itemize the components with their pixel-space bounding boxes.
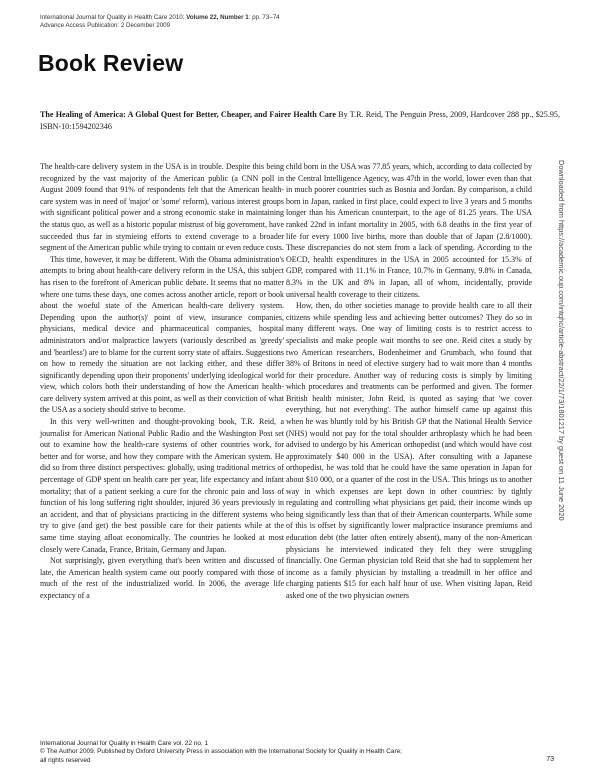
section-title: Book Review <box>38 50 184 76</box>
advance-access-line: Advance Access Publication: 2 December 2009 <box>40 22 171 29</box>
book-citation <box>40 109 560 133</box>
footer-journal: International Journal for Quality in Health Care vol. 22 no. 1 <box>40 740 209 747</box>
paragraph: How, then, do other societies manage to provide health care to all their citizens while spending less and achieving better outcomes? They do so in many different ways. One way of limiting costs is to restrict access to specialists and make people wait months to see one. Reid cites a study by two American researchers, Bodenheimer and Grumbach, who found that 38% of Britons in need of elective surgery had to wait more than 4 months for their procedure. Another way of reducing costs is simply by limiting which procedures and treatments can be performed and given. The former British health minister, John Reid, is quoted as saying that 'we cover everything, but not everything'. The author himself came up against this when he was bluntly told by his British GP that the National Health Service (NHS) would not pay for the total shoulder arthroplasty which he had been advised to undergo by his American orthopedist (and which would have cost approximately $40 000 in the USA). After consulting with a Japanese orthopedist, he was told that he could have the same operation in Japan for about $10 000, or a quarter of the cost in the USA. This brings us to another way in which expenses are kept down in other countries: by tightly regulating and controlling what physicians get paid, their income winds up being significantly less than that of their American counterparts. While some of this is offset by significantly lower malpractice insurance premiums and education debt (the latter often entirely absent), many of the non-American physicians he interviewed indicated they felt they were struggling financially. One German physician told Reid that she had to supplement her income as a family physician by installing a treadmill in her office and charging patients $15 for each half hour of use. When visiting Japan, Reid asked one of the two physician owners <box>286 301 532 600</box>
journal-volume: Volume 22, Number 1 <box>186 14 249 21</box>
book-details: By T.R. Reid, The Penguin Press, 2009, Hardcover 288 pp., $25.95, ISBN-10:1594202346 <box>40 110 560 131</box>
book-title: The Healing of America: A Global Quest for Better, Cheaper, and Fairer Health Care <box>40 110 336 119</box>
page-number: 73 <box>546 756 554 763</box>
paragraph: In this very well-written and thought-provoking book, T.R. Reid, a journalist for American National Public Radio and the Washington Post set out to examine how the health-care systems of other countries work, for better and for worse, and how they compare with the American system. He did so from three distinct perspectives: globally, using traditional metrics of percentage of GDP spent on health care per year, life expectancy and infant mortality; that of a patient seeking a cure for the chronic pain and loss of function of his long suffering right shoulder, injured 36 years previously in an accident, and that of physicians practicing in the different systems who try to give (and get) the best possible care for their patients while at the same time staying afloat economically. The countries he looked at most closely were Canada, France, Britain, Germany and Japan. <box>40 417 284 554</box>
download-watermark: Downloaded from https://academic.oup.com/intqhc/article-abstract/22/1/73/1801217 by guest on 11 June 2020 <box>557 160 566 521</box>
paragraph: The health-care delivery system in the USA is in trouble. Despite this being recognized by the vast majority of the American public (a CNN poll in August 2009 found that 91% of respondents felt that the American health-care system was in need of 'major' or 'some' reform), various interest groups with significant political power and a strong economic stake in maintaining the status quo, as well as a historic popular mistrust of big government, have succeeded thus far in stymieing efforts to extend coverage to a broader segment of the American public while trying to contain or even reduce costs. <box>40 162 285 253</box>
page-footer <box>40 740 560 765</box>
journal-pages: : pp. 73–74 <box>248 14 280 21</box>
footer-rights: all rights reserved <box>40 756 91 764</box>
paragraph: This time, however, it may be different. With the Obama administration's attempts to bring about health-care delivery reform in the USA, this subject has risen to the forefront of American public debate. It seems that no matter where one turns these days, one comes across another article, report or book about the woeful state of the American health-care delivery system. Depending upon the author(s)' point of view, insurance companies, physicians, medical device and pharmaceutical companies, hospital administrators and/or malpractice lawyers (variously described as 'greedy' and 'heartless') are to blame for the current sorry state of affairs. Suggestions on how to remedy the situation are not lacking either, and these differ significantly depending upon their proponents' underlying ideological world view, which colors both their understanding of how the American health-care delivery system arrived at this point, as well as their conviction of what the USA as a society should strive to become. <box>40 254 284 415</box>
footer-copyright: © The Author 2009. Published by Oxford University Press in association with the International Society for Quality in Health Care; <box>40 748 402 756</box>
journal-name: International Journal for Quality in Health Care 2010; <box>40 14 187 21</box>
journal-citation-line <box>40 14 560 22</box>
paragraph: Not surprisingly, given everything that's been written and discussed of late, the American health system came out poorly compared with those of much of the rest of the industrialized world. In 2006, the average life expectancy of a <box>40 556 284 600</box>
paragraph: child born in the USA was 77.85 years, which, according to data collected by the Central Intelligence Agency, was 47th in the world, lower even than that in much poorer countries such as Bosnia and Jordan. By comparison, a child born in Japan, ranked in first place, could expect to live 3 years and 5 months longer than his American counterpart, to the age of 81.25 years. The USA ranked 22nd in infant mortality in 2005, with 6.8 deaths in the first year of life for every 1000 live births, more than double that of Japan (2.8/1000). These discrepancies do not stem from a lack of spending. According to the OECD, health expenditures in the USA in 2005 accounted for 15.3% of GDP, compared with 11.1% in France, 10.7% in Germany, 9.8% in Canada, 8.3% in the UK and 8% in Japan, all of whom, incidentally, provide universal health coverage to their citizens. <box>286 162 532 299</box>
journal-header <box>40 14 560 30</box>
left-column <box>40 161 284 602</box>
right-column <box>286 161 532 602</box>
